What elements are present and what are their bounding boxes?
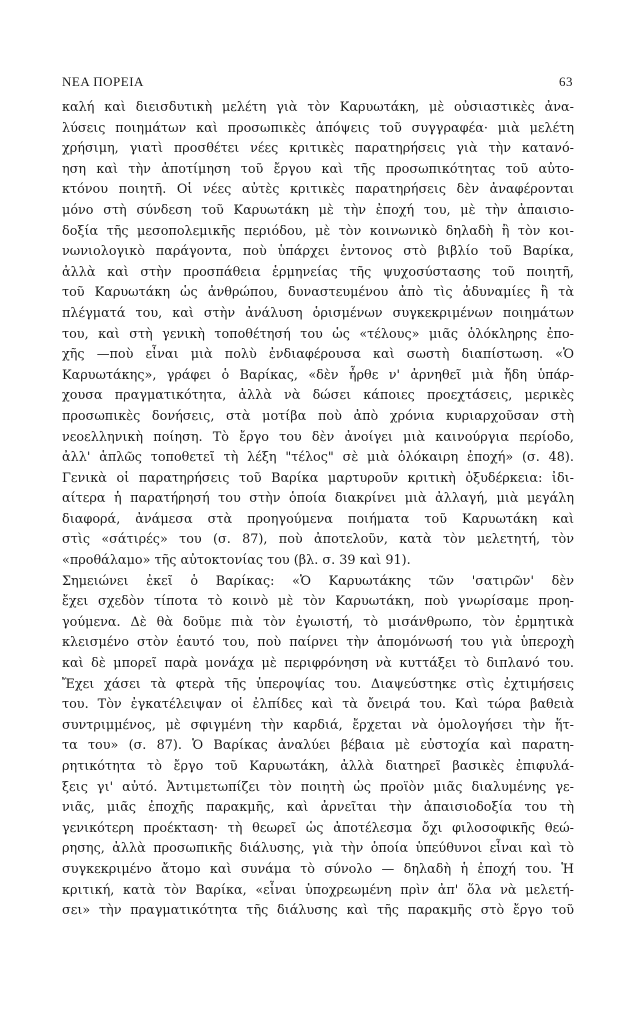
text-line: σει» τὴν πραγματικότητα τῆς διάλυσης καὶ τῆς παρακμῆς στὸ ἔργο τοῦ <box>62 903 574 919</box>
page-number: 63 <box>559 74 573 89</box>
text-line: ρητικότητα τὸ ἔργο τοῦ Καρυωτάκη, ἀλλὰ διατηρεῖ βασικὲς ἐπιφυλά- <box>62 759 574 774</box>
text-line: κλεισμένο στὸν ἑαυτό του, ποὺ παίρνει τὴν ἀπομόνωσή του γιὰ ὑπεροχὴ <box>62 635 574 651</box>
body-text <box>62 98 574 922</box>
text-line: γενικότερη προέκταση· τὴ θεωρεῖ ὡς ἀποτέλεσμα ὄχι φιλοσοφικῆς θεώ- <box>62 820 574 836</box>
text-line: ἀλλὰ καὶ στὴν προσπάθεια ἑρμηνείας τῆς ψυχοσύστασης τοῦ ποιητῆ, <box>62 264 574 280</box>
text-line: πλέγματά του, καὶ στὴν ἀνάλυση ὁρισμένων συγκεκριμένων ποιημάτων <box>62 305 574 321</box>
text-line: ρησης, ἀλλὰ προσωπικῆς διάλυσης, γιὰ τὴν ὁποία ὑπεύθυνοι εἶναι καὶ τὸ <box>62 841 574 857</box>
text-line: «προθάλαμο» τῆς αὐτοκτονίας του (βλ. σ. 39 καὶ 91). <box>62 553 411 569</box>
text-line: κτόνου ποιητῆ. Οἱ νέες αὐτὲς κριτικὲς παρατηρήσεις δὲν ἀναφέρονται <box>62 182 574 198</box>
text-line: Γενικὰ οἱ παρατηρήσεις τοῦ Βαρίκα μαρτυροῦν κριτικὴ ὀξυδέρκεια: ἰδι- <box>62 470 574 486</box>
text-line: χῆς —ποὺ εἶναι μιὰ πολὺ ἐνδιαφέρουσα καὶ σωστὴ διαπίστωση. «Ὁ <box>62 347 574 363</box>
text-line: ηση καὶ τὴν ἀποτίμηση τοῦ ἔργου καὶ τῆς προσωπικότητας τοῦ αὐτο- <box>62 161 574 177</box>
text-line: συγκεκριμένο ἄτομο καὶ συνάμα τὸ σύνολο — δηλαδὴ ἡ ἐποχή του. Ἡ <box>62 861 574 877</box>
text-line: συντριμμένος, μὲ σφιγμένη τὴν καρδιά, ἔρχεται νὰ ὁμολογήσει τὴν ἥτ- <box>62 717 574 733</box>
text-line: λύσεις ποιημάτων καὶ προσωπικὲς ἀπόψεις τοῦ συγγραφέα· μιὰ μελέτη <box>62 120 574 136</box>
text-line: ἔχει σχεδὸν τίποτα τὸ κοινὸ μὲ τὸν Καρυωτάκη, ποὺ γνωρίσαμε προη- <box>62 594 574 610</box>
text-line: νιᾶς, μιᾶς ἐποχῆς παρακμῆς, καὶ ἀρνεῖται τὴν ἀπαισιοδοξία του τὴ <box>62 800 574 816</box>
paragraph <box>62 572 574 922</box>
text-line: Ἔχει χάσει τὰ φτερὰ τῆς ὑπεροψίας του. Διαψεύστηκε στὶς ἐχτιμήσεις <box>62 676 574 692</box>
text-line: κριτική, κατὰ τὸν Βαρίκα, «εἶναι ὑποχρεωμένη πρὶν ἀπ' ὅλα νὰ μελετή- <box>62 882 574 898</box>
text-line: νωνιολογικὸ παράγοντα, ποὺ ὑπάρχει ἐντονος στὸ βιβλίο τοῦ Βαρίκα, <box>62 244 574 260</box>
running-header <box>62 74 573 92</box>
text-line: ἀλλ' ἁπλῶς τοποθετεῖ τὴ λέξη "τέλος" σὲ μιὰ ὁλόκαιρη ἐποχή» (σ. 48). <box>62 450 574 466</box>
text-line: στὶς «σάτιρές» του (σ. 87), ποὺ ἀποτελοῦν, κατὰ τὸν μελετητή, τὸν <box>62 532 574 548</box>
text-line: χρήσιμη, γιατὶ προσθέτει νέες κριτικὲς παρατηρήσεις γιὰ τὴν κατανό- <box>62 141 574 157</box>
text-line: χουσα πραγματικότητα, ἀλλὰ νὰ δώσει κάποιες προεχτάσεις, μερικὲς <box>62 388 574 404</box>
text-line: νεοελληνικὴ ποίηση. Τὸ ἔργο του δὲν ἀνοίγει μιὰ καινούργια περίοδο, <box>62 429 574 445</box>
text-line: ξεις γι' αὐτό. Ἀντιμετωπίζει τὸν ποιητὴ ὡς προϊὸν μιᾶς διαλυμένης γε- <box>62 779 574 795</box>
text-line: γούμενα. Δὲ θὰ δοῦμε πιὰ τὸν ἐγωιστή, τὸ μισάνθρωπο, τὸν ἐρμητικὰ <box>62 614 574 630</box>
text-line: αίτερα ἡ παρατήρησή του στὴν ὁποία διακρίνει μιὰ ἀλλαγή, μιὰ μεγάλη <box>62 491 574 507</box>
text-line: Καρυωτάκης», γράφει ὁ Βαρίκας, «δὲν ἦρθε ν' ἀρνηθεῖ μιὰ ἤδη ὑπάρ- <box>62 367 574 383</box>
text-line: καὶ δὲ μπορεῖ παρὰ μονάχα μὲ περιφρόνηση νὰ κυττάξει τὸ διπλανό του. <box>62 656 574 672</box>
text-line: του, καὶ στὴ γενικὴ τοποθέτησή του ὡς «τέλους» μιᾶς ὁλόκληρης ἐπο- <box>62 326 574 342</box>
text-line: δοξία τῆς μεσοπολεμικῆς περιόδου, μὲ τὸν κοινωνικὸ δηλαδὴ ἢ τὸν κοι- <box>62 223 574 239</box>
text-line: μόνο στὴ σύνδεση τοῦ Καρυωτάκη μὲ τὴν ἐποχή του, μὲ τὴν ἀπαισιο- <box>62 202 574 218</box>
text-line: του. Τὸν ἐγκατέλειψαν οἱ ἐλπίδες καὶ τὰ ὄνειρά του. Καὶ τώρα βαθειὰ <box>62 697 574 713</box>
paragraph <box>62 98 574 572</box>
text-line: προσωπικὲς δονήσεις, στὰ μοτίβα ποὺ ἀπὸ χρόνια κυριαρχοῦσαν στὴ <box>62 408 574 424</box>
text-line: διαφορά, ἀνάμεσα στὰ προηγούμενα ποιήματα τοῦ Καρυωτάκη καὶ <box>62 511 574 527</box>
journal-title: ΝΕΑ ΠΟΡΕΙΑ <box>62 74 144 89</box>
text-line: τοῦ Καρυωτάκη ὡς ἀνθρώπου, δυναστευμένου ἀπὸ τὶς ἀδυναμίες ἢ τὰ <box>62 285 574 301</box>
text-line: καλή καὶ διεισδυτικὴ μελέτη γιὰ τὸν Καρυωτάκη, μὲ οὐσιαστικὲς ἀνα- <box>62 100 574 115</box>
text-line: Σημειώνει ἐκεῖ ὁ Βαρίκας: «Ὁ Καρυωτάκης τῶν 'σατιρῶν' δὲν <box>62 573 574 589</box>
text-line: τα του» (σ. 87). Ὁ Βαρίκας ἀναλύει βέβαια μὲ εὐστοχία καὶ παρατη- <box>62 738 574 754</box>
